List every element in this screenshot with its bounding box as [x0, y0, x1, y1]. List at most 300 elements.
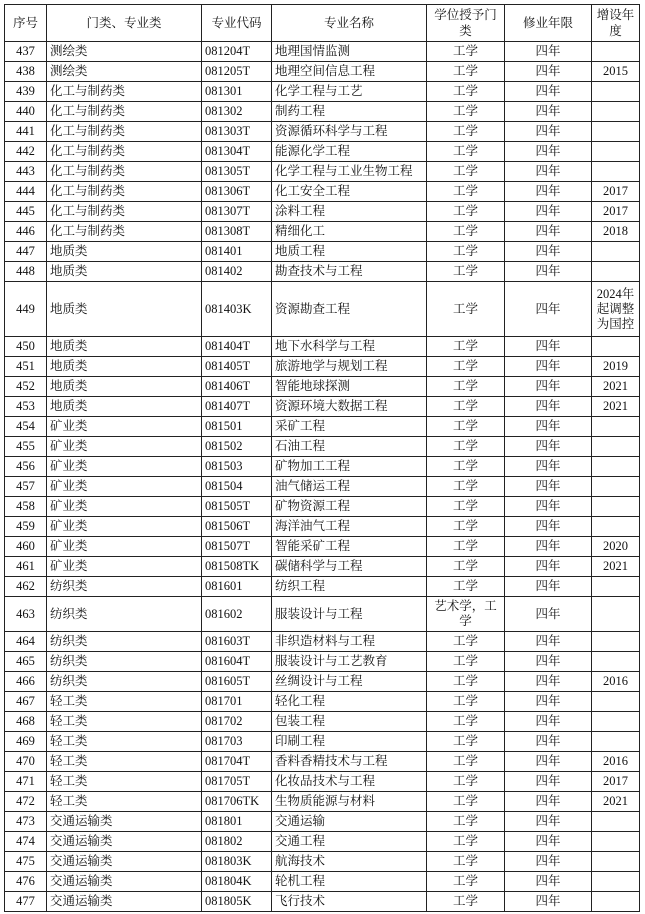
cell-category: 测绘类	[47, 42, 202, 62]
cell-name: 矿物资源工程	[272, 497, 427, 517]
cell-seq: 448	[5, 262, 47, 282]
cell-seq: 447	[5, 242, 47, 262]
cell-duration: 四年	[505, 712, 592, 732]
cell-name: 碳储科学与工程	[272, 557, 427, 577]
cell-degree: 工学	[427, 357, 505, 377]
cell-code: 081501	[202, 417, 272, 437]
table-row	[5, 852, 640, 872]
cell-seq: 452	[5, 377, 47, 397]
cell-degree: 工学	[427, 772, 505, 792]
cell-name: 矿物加工工程	[272, 457, 427, 477]
cell-category: 矿业类	[47, 537, 202, 557]
cell-degree: 工学	[427, 872, 505, 892]
table-row	[5, 82, 640, 102]
cell-duration: 四年	[505, 692, 592, 712]
cell-seq: 473	[5, 812, 47, 832]
cell-year	[592, 457, 640, 477]
cell-category: 地质类	[47, 242, 202, 262]
cell-duration: 四年	[505, 417, 592, 437]
table-row	[5, 772, 640, 792]
cell-seq: 443	[5, 162, 47, 182]
table-row	[5, 182, 640, 202]
cell-year: 2016	[592, 752, 640, 772]
cell-seq: 438	[5, 62, 47, 82]
cell-category: 纺织类	[47, 632, 202, 652]
cell-seq: 456	[5, 457, 47, 477]
cell-name: 纺织工程	[272, 577, 427, 597]
cell-duration: 四年	[505, 792, 592, 812]
header-name: 专业名称	[272, 5, 427, 42]
cell-duration: 四年	[505, 457, 592, 477]
table-row	[5, 102, 640, 122]
header-year: 增设年度	[592, 5, 640, 42]
cell-duration: 四年	[505, 162, 592, 182]
table-row	[5, 732, 640, 752]
cell-code: 081804K	[202, 872, 272, 892]
cell-seq: 477	[5, 892, 47, 912]
cell-year	[592, 712, 640, 732]
cell-duration: 四年	[505, 812, 592, 832]
table-row	[5, 357, 640, 377]
header-seq: 序号	[5, 5, 47, 42]
table-row	[5, 517, 640, 537]
table-row	[5, 652, 640, 672]
cell-year	[592, 417, 640, 437]
cell-degree: 工学	[427, 732, 505, 752]
cell-degree: 工学	[427, 162, 505, 182]
cell-degree: 工学	[427, 242, 505, 262]
cell-year	[592, 477, 640, 497]
cell-category: 轻工类	[47, 712, 202, 732]
cell-category: 化工与制药类	[47, 142, 202, 162]
cell-category: 化工与制药类	[47, 162, 202, 182]
cell-degree: 工学	[427, 832, 505, 852]
cell-degree: 工学	[427, 437, 505, 457]
cell-seq: 455	[5, 437, 47, 457]
cell-seq: 444	[5, 182, 47, 202]
cell-name: 服装设计与工艺教育	[272, 652, 427, 672]
cell-duration: 四年	[505, 477, 592, 497]
cell-year: 2016	[592, 672, 640, 692]
cell-degree: 工学	[427, 652, 505, 672]
table-row	[5, 397, 640, 417]
cell-seq: 464	[5, 632, 47, 652]
table-row	[5, 142, 640, 162]
cell-year: 2020	[592, 537, 640, 557]
cell-seq: 475	[5, 852, 47, 872]
cell-category: 纺织类	[47, 672, 202, 692]
table-row	[5, 632, 640, 652]
header-duration: 修业年限	[505, 5, 592, 42]
cell-year: 2021	[592, 557, 640, 577]
cell-degree: 工学	[427, 537, 505, 557]
cell-category: 轻工类	[47, 792, 202, 812]
cell-year	[592, 142, 640, 162]
cell-code: 081605T	[202, 672, 272, 692]
cell-code: 081508TK	[202, 557, 272, 577]
cell-degree: 工学	[427, 377, 505, 397]
cell-duration: 四年	[505, 632, 592, 652]
cell-duration: 四年	[505, 242, 592, 262]
cell-code: 081404T	[202, 337, 272, 357]
table-row	[5, 202, 640, 222]
cell-seq: 471	[5, 772, 47, 792]
cell-category: 交通运输类	[47, 852, 202, 872]
cell-degree: 工学	[427, 262, 505, 282]
cell-name: 服装设计与工程	[272, 597, 427, 632]
cell-seq: 466	[5, 672, 47, 692]
cell-seq: 474	[5, 832, 47, 852]
cell-year	[592, 102, 640, 122]
cell-year	[592, 852, 640, 872]
cell-name: 印刷工程	[272, 732, 427, 752]
cell-category: 交通运输类	[47, 812, 202, 832]
cell-name: 航海技术	[272, 852, 427, 872]
cell-degree: 工学	[427, 852, 505, 872]
cell-category: 化工与制药类	[47, 82, 202, 102]
header-row	[5, 5, 640, 42]
cell-name: 资源循环科学与工程	[272, 122, 427, 142]
table-row	[5, 437, 640, 457]
table-row	[5, 162, 640, 182]
cell-seq: 461	[5, 557, 47, 577]
cell-year	[592, 577, 640, 597]
cell-name: 旅游地学与规划工程	[272, 357, 427, 377]
cell-name: 地质工程	[272, 242, 427, 262]
cell-seq: 467	[5, 692, 47, 712]
cell-name: 精细化工	[272, 222, 427, 242]
cell-degree: 工学	[427, 712, 505, 732]
cell-year: 2021	[592, 397, 640, 417]
cell-degree: 工学	[427, 457, 505, 477]
cell-code: 081604T	[202, 652, 272, 672]
cell-name: 石油工程	[272, 437, 427, 457]
cell-code: 081401	[202, 242, 272, 262]
cell-seq: 451	[5, 357, 47, 377]
cell-seq: 440	[5, 102, 47, 122]
cell-code: 081506T	[202, 517, 272, 537]
cell-degree: 工学	[427, 752, 505, 772]
table-row	[5, 577, 640, 597]
cell-category: 矿业类	[47, 477, 202, 497]
cell-seq: 459	[5, 517, 47, 537]
cell-duration: 四年	[505, 752, 592, 772]
cell-code: 081601	[202, 577, 272, 597]
cell-duration: 四年	[505, 282, 592, 337]
cell-category: 轻工类	[47, 752, 202, 772]
cell-code: 081705T	[202, 772, 272, 792]
cell-degree: 艺术学，工学	[427, 597, 505, 632]
cell-degree: 工学	[427, 222, 505, 242]
cell-degree: 工学	[427, 282, 505, 337]
table-row	[5, 692, 640, 712]
cell-name: 智能地球探测	[272, 377, 427, 397]
table-row	[5, 497, 640, 517]
cell-name: 资源勘查工程	[272, 282, 427, 337]
table-row	[5, 672, 640, 692]
cell-year	[592, 437, 640, 457]
header-category: 门类、专业类	[47, 5, 202, 42]
cell-name: 油气储运工程	[272, 477, 427, 497]
cell-degree: 工学	[427, 182, 505, 202]
cell-code: 081204T	[202, 42, 272, 62]
cell-degree: 工学	[427, 812, 505, 832]
cell-year: 2021	[592, 377, 640, 397]
cell-code: 081302	[202, 102, 272, 122]
cell-degree: 工学	[427, 122, 505, 142]
cell-degree: 工学	[427, 892, 505, 912]
cell-seq: 449	[5, 282, 47, 337]
table-row	[5, 122, 640, 142]
table-row	[5, 752, 640, 772]
cell-name: 采矿工程	[272, 417, 427, 437]
cell-seq: 450	[5, 337, 47, 357]
cell-year: 2019	[592, 357, 640, 377]
cell-seq: 470	[5, 752, 47, 772]
cell-duration: 四年	[505, 672, 592, 692]
cell-category: 交通运输类	[47, 872, 202, 892]
table-row	[5, 712, 640, 732]
cell-code: 081403K	[202, 282, 272, 337]
cell-name: 交通运输	[272, 812, 427, 832]
cell-year	[592, 692, 640, 712]
cell-degree: 工学	[427, 337, 505, 357]
table-row	[5, 792, 640, 812]
cell-code: 081301	[202, 82, 272, 102]
cell-degree: 工学	[427, 42, 505, 62]
table-row	[5, 477, 640, 497]
cell-seq: 472	[5, 792, 47, 812]
table-row	[5, 557, 640, 577]
cell-duration: 四年	[505, 62, 592, 82]
cell-duration: 四年	[505, 517, 592, 537]
table-row	[5, 417, 640, 437]
cell-name: 涂料工程	[272, 202, 427, 222]
cell-code: 081405T	[202, 357, 272, 377]
cell-year	[592, 337, 640, 357]
cell-category: 化工与制药类	[47, 202, 202, 222]
cell-name: 化工安全工程	[272, 182, 427, 202]
cell-code: 081304T	[202, 142, 272, 162]
cell-duration: 四年	[505, 732, 592, 752]
cell-duration: 四年	[505, 597, 592, 632]
cell-code: 081306T	[202, 182, 272, 202]
cell-code: 081502	[202, 437, 272, 457]
cell-duration: 四年	[505, 102, 592, 122]
cell-category: 地质类	[47, 337, 202, 357]
table-row	[5, 832, 640, 852]
cell-name: 海洋油气工程	[272, 517, 427, 537]
cell-name: 非织造材料与工程	[272, 632, 427, 652]
cell-code: 081805K	[202, 892, 272, 912]
cell-seq: 468	[5, 712, 47, 732]
cell-seq: 442	[5, 142, 47, 162]
table-row	[5, 42, 640, 62]
cell-category: 地质类	[47, 377, 202, 397]
cell-category: 矿业类	[47, 457, 202, 477]
cell-year	[592, 597, 640, 632]
cell-year	[592, 162, 640, 182]
cell-seq: 458	[5, 497, 47, 517]
cell-year	[592, 82, 640, 102]
cell-duration: 四年	[505, 772, 592, 792]
cell-seq: 441	[5, 122, 47, 142]
cell-duration: 四年	[505, 557, 592, 577]
cell-seq: 446	[5, 222, 47, 242]
cell-year	[592, 517, 640, 537]
cell-seq: 454	[5, 417, 47, 437]
table-row	[5, 62, 640, 82]
cell-duration: 四年	[505, 357, 592, 377]
cell-category: 轻工类	[47, 732, 202, 752]
cell-category: 化工与制药类	[47, 182, 202, 202]
cell-code: 081504	[202, 477, 272, 497]
table-row	[5, 377, 640, 397]
cell-duration: 四年	[505, 852, 592, 872]
cell-duration: 四年	[505, 262, 592, 282]
cell-year	[592, 812, 640, 832]
cell-name: 勘查技术与工程	[272, 262, 427, 282]
cell-category: 交通运输类	[47, 892, 202, 912]
cell-code: 081402	[202, 262, 272, 282]
cell-code: 081704T	[202, 752, 272, 772]
cell-name: 化学工程与工业生物工程	[272, 162, 427, 182]
cell-name: 地理国情监测	[272, 42, 427, 62]
cell-code: 081205T	[202, 62, 272, 82]
cell-category: 轻工类	[47, 692, 202, 712]
cell-seq: 460	[5, 537, 47, 557]
cell-degree: 工学	[427, 417, 505, 437]
cell-duration: 四年	[505, 202, 592, 222]
cell-name: 交通工程	[272, 832, 427, 852]
cell-duration: 四年	[505, 832, 592, 852]
cell-duration: 四年	[505, 537, 592, 557]
cell-code: 081803K	[202, 852, 272, 872]
cell-name: 生物质能源与材料	[272, 792, 427, 812]
cell-year	[592, 872, 640, 892]
cell-year	[592, 732, 640, 752]
cell-degree: 工学	[427, 82, 505, 102]
cell-code: 081802	[202, 832, 272, 852]
cell-name: 香料香精技术与工程	[272, 752, 427, 772]
cell-year: 2017	[592, 182, 640, 202]
cell-name: 化妆品技术与工程	[272, 772, 427, 792]
cell-degree: 工学	[427, 557, 505, 577]
cell-degree: 工学	[427, 497, 505, 517]
cell-code: 081407T	[202, 397, 272, 417]
cell-category: 纺织类	[47, 652, 202, 672]
cell-name: 地下水科学与工程	[272, 337, 427, 357]
cell-code: 081602	[202, 597, 272, 632]
cell-degree: 工学	[427, 792, 505, 812]
cell-year	[592, 632, 640, 652]
cell-duration: 四年	[505, 577, 592, 597]
cell-name: 能源化学工程	[272, 142, 427, 162]
table-row	[5, 892, 640, 912]
cell-code: 081701	[202, 692, 272, 712]
cell-duration: 四年	[505, 182, 592, 202]
cell-year: 2017	[592, 772, 640, 792]
cell-year	[592, 832, 640, 852]
cell-category: 矿业类	[47, 417, 202, 437]
table-row	[5, 282, 640, 337]
cell-category: 地质类	[47, 282, 202, 337]
cell-category: 化工与制药类	[47, 122, 202, 142]
cell-category: 地质类	[47, 357, 202, 377]
cell-name: 制药工程	[272, 102, 427, 122]
cell-degree: 工学	[427, 397, 505, 417]
cell-year	[592, 262, 640, 282]
cell-category: 纺织类	[47, 577, 202, 597]
cell-code: 081305T	[202, 162, 272, 182]
cell-code: 081507T	[202, 537, 272, 557]
cell-name: 智能采矿工程	[272, 537, 427, 557]
cell-name: 地理空间信息工程	[272, 62, 427, 82]
cell-seq: 463	[5, 597, 47, 632]
cell-degree: 工学	[427, 62, 505, 82]
table-row	[5, 457, 640, 477]
table-row	[5, 812, 640, 832]
cell-duration: 四年	[505, 892, 592, 912]
cell-degree: 工学	[427, 142, 505, 162]
cell-name: 包装工程	[272, 712, 427, 732]
cell-duration: 四年	[505, 82, 592, 102]
cell-code: 081706TK	[202, 792, 272, 812]
cell-year: 2015	[592, 62, 640, 82]
cell-degree: 工学	[427, 632, 505, 652]
cell-code: 081406T	[202, 377, 272, 397]
cell-degree: 工学	[427, 577, 505, 597]
cell-category: 矿业类	[47, 557, 202, 577]
cell-code: 081801	[202, 812, 272, 832]
cell-name: 资源环境大数据工程	[272, 397, 427, 417]
cell-duration: 四年	[505, 652, 592, 672]
cell-category: 轻工类	[47, 772, 202, 792]
cell-name: 轮机工程	[272, 872, 427, 892]
cell-seq: 445	[5, 202, 47, 222]
cell-year: 2024年起调整为国控	[592, 282, 640, 337]
table-row	[5, 337, 640, 357]
majors-table	[4, 4, 640, 912]
cell-code: 081503	[202, 457, 272, 477]
cell-duration: 四年	[505, 142, 592, 162]
cell-code: 081703	[202, 732, 272, 752]
cell-seq: 439	[5, 82, 47, 102]
cell-name: 轻化工程	[272, 692, 427, 712]
cell-seq: 476	[5, 872, 47, 892]
cell-duration: 四年	[505, 42, 592, 62]
cell-duration: 四年	[505, 437, 592, 457]
cell-seq: 437	[5, 42, 47, 62]
header-degree: 学位授予门类	[427, 5, 505, 42]
cell-duration: 四年	[505, 122, 592, 142]
cell-name: 丝绸设计与工程	[272, 672, 427, 692]
cell-duration: 四年	[505, 497, 592, 517]
cell-year	[592, 497, 640, 517]
cell-duration: 四年	[505, 377, 592, 397]
cell-code: 081303T	[202, 122, 272, 142]
cell-code: 081307T	[202, 202, 272, 222]
cell-duration: 四年	[505, 337, 592, 357]
cell-name: 飞行技术	[272, 892, 427, 912]
cell-seq: 457	[5, 477, 47, 497]
cell-category: 地质类	[47, 262, 202, 282]
cell-year	[592, 892, 640, 912]
table-row	[5, 872, 640, 892]
cell-seq: 453	[5, 397, 47, 417]
cell-degree: 工学	[427, 477, 505, 497]
cell-degree: 工学	[427, 517, 505, 537]
